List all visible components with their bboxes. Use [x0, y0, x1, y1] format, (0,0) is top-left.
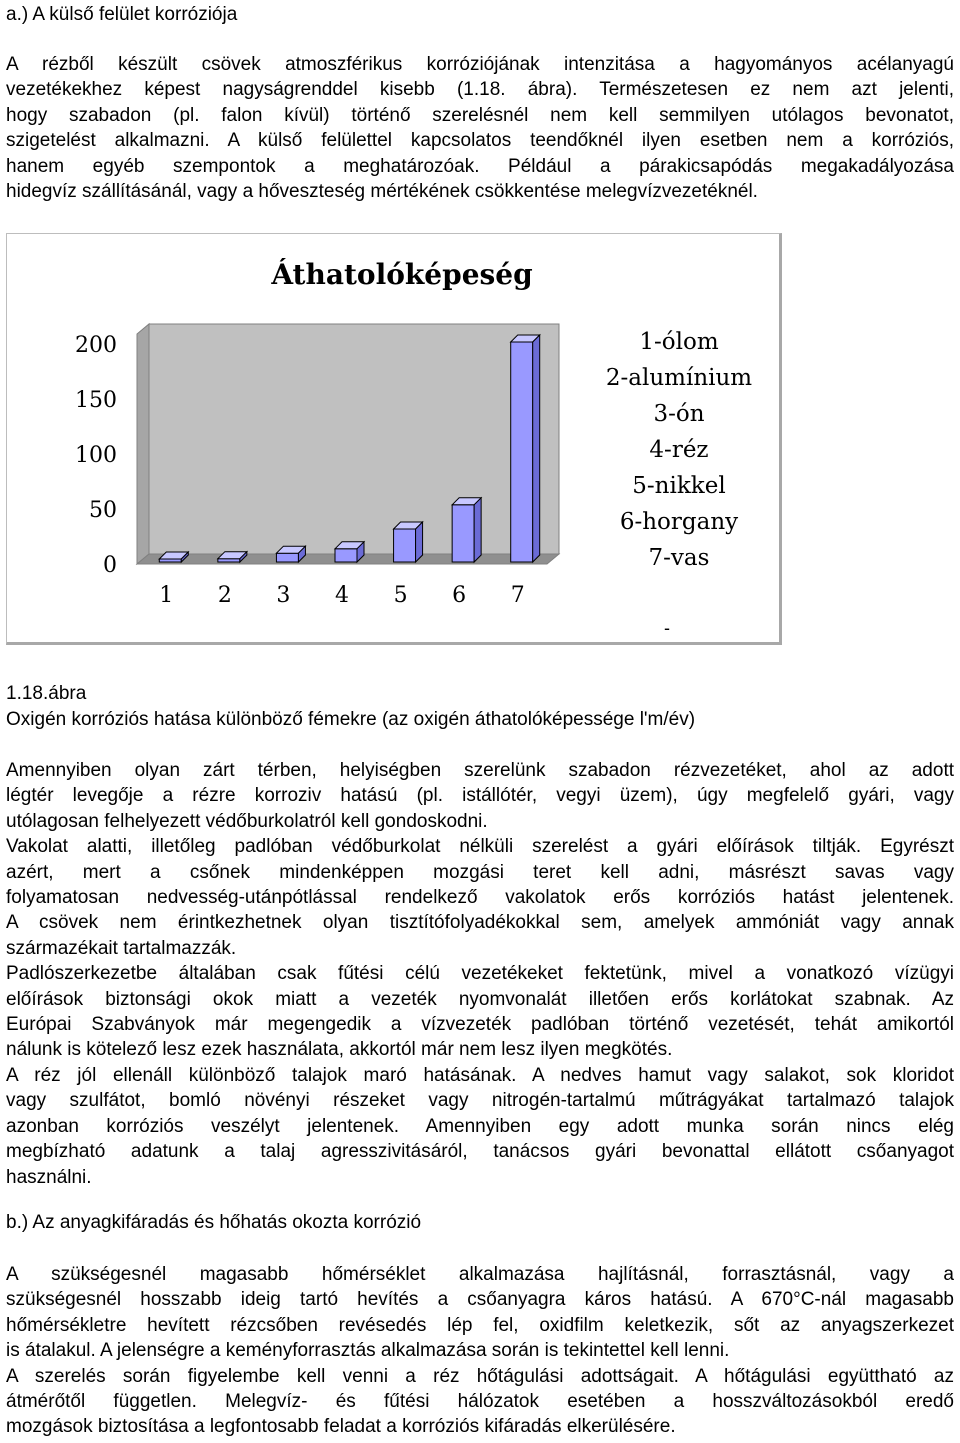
- paragraph-line: Padlószerkezetbe általában csak fűtési célú vezetékeket fektetünk, mivel a vonatkozó vízügyi: [6, 963, 954, 985]
- permeability-bar-chart: [7, 234, 779, 642]
- body-text: [6, 758, 954, 1190]
- paragraph-line: légtér levegője a rézre korroziv hatású (pl. istállótér, vegyi üzem), úgy megfelelő gyári, vagy: [6, 785, 954, 807]
- legend-entry: 4-réz: [649, 437, 709, 463]
- paragraph-line: utólagosan felhelyezett védőburkolatról kell gondoskodni.: [6, 810, 488, 832]
- section-b: [6, 1262, 954, 1440]
- section-a-heading: a.) A külső felület korróziója: [6, 4, 238, 25]
- chart-back-wall: [149, 324, 559, 554]
- chart-frame: [6, 233, 782, 645]
- legend-entry: 3-ón: [653, 401, 705, 427]
- x-tick-label: 5: [393, 583, 408, 608]
- section-b-heading: b.) Az anyagkifáradás és hőhatás okozta korrózió: [6, 1212, 422, 1233]
- permeability-chart-figure: [6, 233, 780, 645]
- legend-entry: 6-horgany: [619, 509, 739, 535]
- paragraph-line: azonban korróziós veszélyt jelentenek. Amennyiben egy adott munka során nincs elég: [6, 1115, 954, 1137]
- paragraph-line: vagy szulfátot, bomló növényi részeket vagy nitrogén-tartalmú műtrágyákat tartalmazó talajok: [6, 1090, 954, 1112]
- paragraph-line: hőmérsékletre hevített rézcsőben revésedés lép fel, oxidfilm keletkezik, sőt az anyagszerkezet: [6, 1314, 954, 1336]
- bar-side: [416, 522, 423, 562]
- section-a-paragraph: [6, 52, 954, 204]
- bar: [335, 549, 357, 562]
- y-tick-label: 100: [75, 443, 117, 468]
- section-a: [6, 0, 954, 204]
- figure-number: 1.18.ábra: [6, 683, 87, 704]
- body-paragraph: [6, 758, 954, 1190]
- paragraph-line: mozgások biztosítása a legfontosabb feladat a korróziós kifáradás elkerülésére.: [6, 1416, 676, 1438]
- paragraph-line: átmérőtől független. Melegvíz- és fűtési hálózatok esetében a hosszváltozásokból eredő: [6, 1391, 954, 1413]
- x-tick-label: 7: [510, 583, 525, 608]
- paragraph-line: hanem egyéb szempontok a meghatározóak. Például a párakicsapódás megakadályozása: [6, 155, 954, 177]
- y-tick-label: 150: [75, 388, 117, 413]
- chart-side-wall: [137, 324, 149, 564]
- paragraph-line: A réz jól ellenáll különböző talajok maró hatásának. A nedves hamut vagy salakot, sok kloridot: [6, 1064, 954, 1086]
- paragraph-line: megbízható adatunk a talaj agresszivitásáról, tanácsos gyári bevonattal ellátott csőanyagot: [6, 1141, 954, 1163]
- x-tick-label: 4: [335, 583, 349, 608]
- paragraph-line: A rézből készült csövek atmoszférikus korróziójának intenzitása a hagyományos acélanyagú: [6, 54, 954, 75]
- paragraph-line: Amennyiben olyan zárt térben, helyiségben szerelünk szabadon rézvezetéket, ahol az adott: [6, 760, 954, 781]
- figure-caption: Oxigén korróziós hatása különböző fémekre (az oxigén áthatolóképessége l'm/év): [6, 709, 696, 730]
- paragraph-line: Európai Szabványok már megengedik a vízvezeték padlóban történő vezetését, tehát amikortól: [6, 1014, 954, 1036]
- paragraph-line: is átalakul. A jelenségre a keményforrasztás alkalmazása során is tekintettel kell lenni.: [6, 1340, 730, 1362]
- x-tick-label: 3: [276, 583, 291, 608]
- paragraph-line: A csövek nem érintkezhetnek olyan tisztítófolyadékokkal sem, amelyek ammóniát vagy annak: [6, 912, 954, 934]
- paragraph-line: szükségesnél hosszabb ideig tartó hevítés a csőanyagra káros hatású. A 670°C-nál magasabb: [6, 1289, 954, 1311]
- x-tick-label: 1: [159, 583, 174, 608]
- y-tick-label: 0: [103, 553, 117, 578]
- paragraph-line: A szükségesnél magasabb hőmérséklet alkalmazása hajlításnál, forrasztásnál, vagy a: [6, 1264, 954, 1285]
- y-tick-label: 50: [89, 498, 117, 523]
- paragraph-line: hogy szabadon (pl. falon kívül) történő szerelésnél nem kell semmilyen utólagos bevonatot,: [6, 104, 954, 126]
- spacer: [6, 27, 954, 52]
- bar: [511, 342, 533, 562]
- paragraph-line: előírások biztonsági okok miatt a vezeték nyomvonalát illetően erős korlátokat szabnak. Az: [6, 988, 954, 1010]
- legend-entry: 7-vas: [648, 545, 710, 571]
- y-tick-label: 200: [75, 333, 117, 358]
- paragraph-line: azért, mert a csőnek mindenképpen mozgási teret kell adni, másrészt savas vagy: [6, 861, 954, 883]
- bar: [276, 553, 298, 562]
- paragraph-line: szigetelést alkalmazni. A külső felülettel kapcsolatos teendőknél ilyen esetben nem a korróziós,: [6, 130, 954, 152]
- legend-entry: 1-ólom: [639, 329, 719, 355]
- paragraph-line: Vakolat alatti, illetőleg padlóban védőburkolat nélküli szerelést a gyári előírások tiltják. Egyrészt: [6, 836, 954, 858]
- bar-side: [533, 335, 540, 562]
- paragraph-line: nálunk is kötelező lesz ezek használata, akkortól már nem lesz ilyen megkötés.: [6, 1039, 673, 1061]
- paragraph-line: vezetékekhez képest nagyságrenddel kisebb (1.18. ábra). Természetesen ez nem azt jelenti,: [6, 79, 954, 101]
- chart-title: Áthatolóképeség: [271, 258, 533, 291]
- paragraph-line: A szerelés során figyelembe kell venni a réz hőtágulási adottságait. A hőtágulási együttható az: [6, 1365, 954, 1387]
- paragraph-line: származékait tartalmazzák.: [6, 937, 237, 959]
- paragraph-line: hidegvíz szállításánál, vagy a hőveszteség mértékének csökkentése melegvízvezetéknél.: [6, 181, 758, 203]
- x-tick-label: 2: [217, 583, 232, 608]
- legend-entry: 2-alumínium: [605, 365, 753, 391]
- paragraph-line: folyamatosan nedvesség-utánpótlással rendelkező vakolatok erős korróziós hatást jelentenek.: [6, 887, 954, 909]
- legend-entry: 5-nikkel: [632, 473, 726, 499]
- bar: [394, 529, 416, 562]
- x-tick-label: 6: [452, 583, 467, 608]
- paragraph-line: használni.: [6, 1166, 92, 1188]
- bar: [452, 505, 474, 562]
- section-b-paragraph: [6, 1262, 954, 1440]
- footer-mark: -: [664, 618, 670, 638]
- bar-side: [474, 498, 481, 562]
